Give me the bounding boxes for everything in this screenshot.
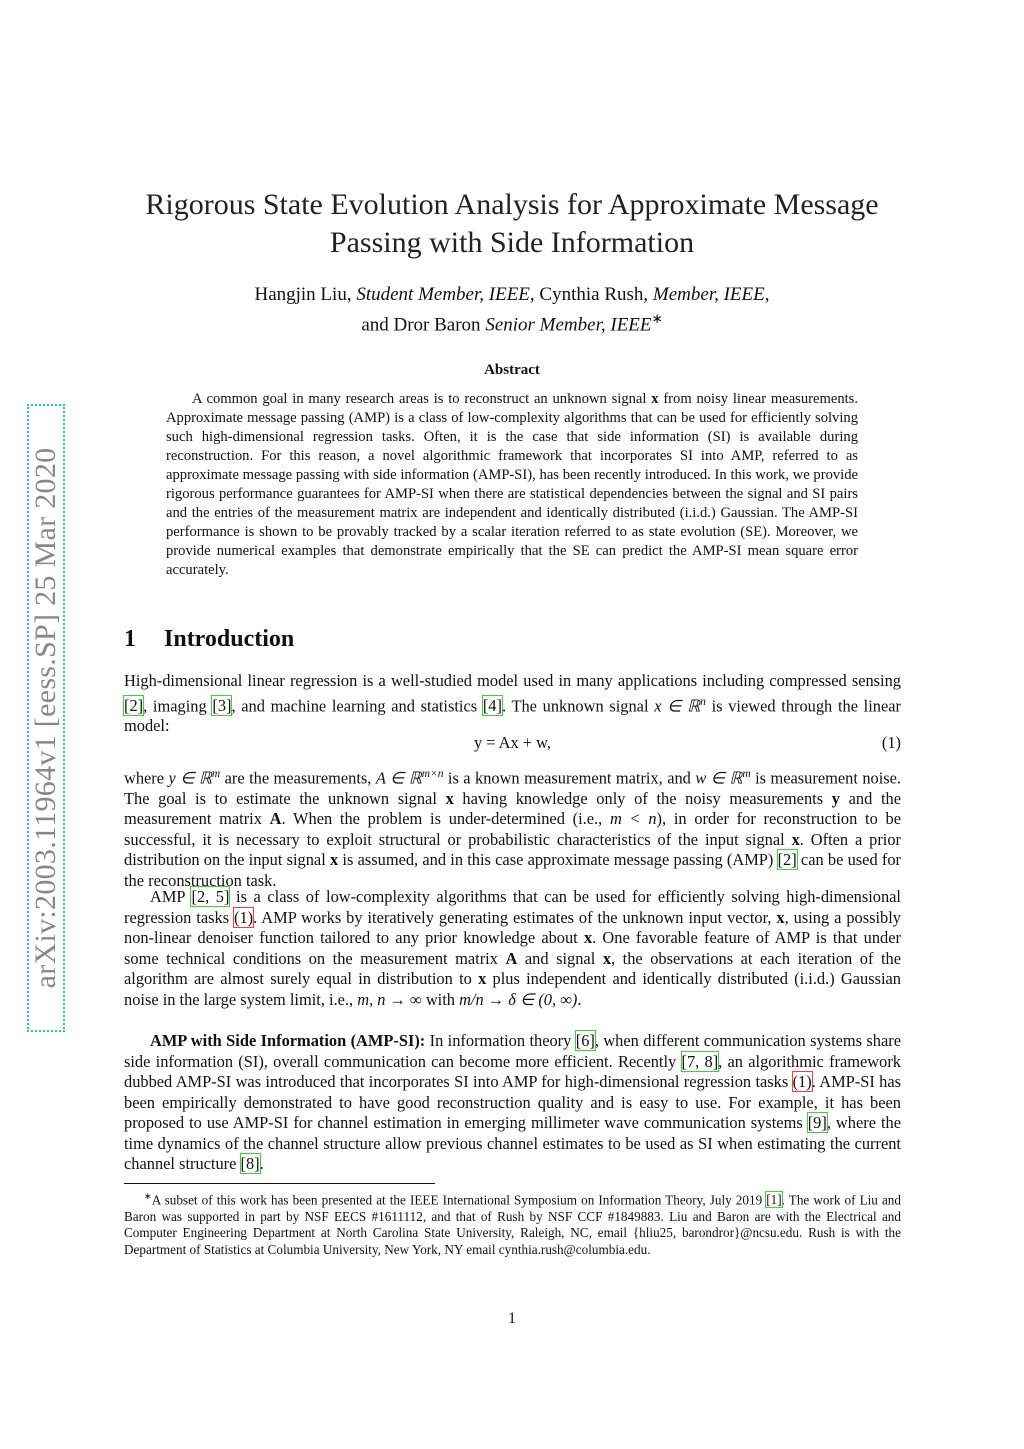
equation-number: (1) — [881, 733, 901, 752]
section-title: Introduction — [164, 626, 295, 652]
paragraph-lead: AMP with Side Information (AMP-SI): — [150, 1031, 426, 1050]
arxiv-identifier-stamp[interactable]: arXiv:2003.11964v1 [eess.SP] 25 Mar 2020 — [27, 404, 65, 1032]
footnote-mark[interactable]: ∗ — [651, 311, 663, 326]
paragraph: AMP with Side Information (AMP-SI): In information theory [6], when different communication systems share side information (SI), overall communication can become more efficient. Recently [7, 8], an algorithmic framework dubbed AMP-SI was introduced that incorporates SI into AMP for high-dimensional regression tasks (1). AMP-SI has been empirically demonstrated to have good reconstruction quality and is easy to use. For example, it has been proposed to use AMP-SI for channel estimation in emerging millimeter wave communication systems [9], where the time dynamics of the channel structure allow previous channel estimates to be used as SI when estimating the current channel structure [8]. — [124, 1031, 902, 1173]
footnote-mark: ∗ — [144, 1191, 152, 1201]
citation-link[interactable]: [2, 5] — [191, 887, 230, 906]
footnote-divider — [124, 1183, 435, 1184]
author-role: Member, IEEE — [652, 284, 765, 305]
abstract-text: A common goal in many research areas is to reconstruct an unknown signal x from noisy linear measurements. Approximate message passing (AMP) is a class of low-complexity algorithms that can be used for efficiently solving such high-dimensional regression tasks. Often, it is the case that side information (SI) is available during reconstruction. For this reason, a novel algorithmic framework that incorporates SI into AMP, referred to as approximate message passing with side information (AMP-SI), has been recently introduced. In this work, we provide rigorous performance guarantees for AMP-SI when there are statistical dependencies between the signal and SI pairs and the entries of the measurement matrix are independent and identically distributed (i.i.d.) Gaussian. The AMP-SI performance is shown to be provably tracked by a scalar iteration referred to as state evolution (SE). Moreover, we provide numerical examples that demonstrate empirically that the SE can predict the AMP-SI mean square error accurately. — [166, 391, 858, 578]
citation-link[interactable]: [7, 8] — [681, 1051, 719, 1071]
paper-title: Rigorous State Evolution Analysis for Approximate Message Passing with Side Information — [145, 188, 879, 259]
math-expression: y ∈ ℝ — [168, 768, 212, 788]
citation-link[interactable]: [6] — [575, 1031, 595, 1050]
paragraph: AMP [2, 5] is a class of low-complexity algorithms that can be used for efficiently solving high-dimensional regression tasks (1). AMP works by iteratively generating estimates of the unknown input vector, x, using a possibly non-linear denoiser function tailored to any prior knowledge about x. One favorable feature of AMP is that under some technical conditions on the measurement matrix A and signal x, the observations at each iteration of the algorithm are almost surely equal in distribution to x plus independent and identically distributed (i.i.d.) Gaussian noise in the large system limit, i.e., m, n → ∞ with m/n → δ ∈ (0, ∞). — [124, 887, 902, 1009]
math-expression: w ∈ ℝ — [695, 768, 743, 788]
display-equation — [124, 733, 901, 753]
math-expression: x ∈ ℝ — [654, 695, 701, 715]
citation-link[interactable]: [3] — [212, 695, 232, 715]
abstract-heading: Abstract — [484, 362, 540, 378]
citation-link[interactable]: [2] — [777, 850, 797, 870]
page-number: 1 — [508, 1310, 516, 1327]
footnote: ∗A subset of this work has been presented at the IEEE International Symposium on Information Theory, July 2019 [1]. The work of Liu and Baron was supported in part by NSF EECS #1611112, and that of Rush by NSF CCF #1849883. Liu and Baron are with the Electrical and Computer Engineering Department at North Carolina State University, Raleigh, NC, email {hliu25, barondror}@ncsu.edu. Rush is with the Department of Statistics at Columbia University, New York, NY email cynthia.rush@columbia.edu. — [124, 1191, 901, 1257]
author-list: Hangjin Liu, Student Member, IEEE, Cynthia Rush, Member, IEEE, and Dror Baron Senior Member, IEEE∗ — [254, 284, 770, 336]
citation-link[interactable]: [2] — [124, 695, 144, 715]
paragraph: where y ∈ ℝ$^m$ are the measurements, A ∈ ℝ$^{m\times n}$ is a known measurement matrix, and w ∈ ℝ$^m$ is measurement noise. The goal is to estimate the unknown signal x having knowledge only of the noisy measurements y and the measurement matrix A. When the problem is under-determined (i.e., m < n), in order for reconstruction to be successful, it is necessary to exploit structural or probabilistic characteristics of the input signal x. Often a prior distribution on the input signal x is assumed, and in this case approximate message passing (AMP) [2] can be used for the reconstruction task. — [124, 768, 902, 890]
math-symbol: x — [651, 391, 659, 407]
equation-reference-link[interactable]: (1) — [234, 907, 254, 927]
math-expression: A ∈ ℝ — [375, 768, 422, 788]
section-heading — [124, 626, 294, 653]
math-expression: m < n — [609, 809, 657, 829]
equation-body: y = Ax + w, — [473, 733, 552, 752]
author-role: Senior Member, IEEE — [485, 314, 652, 336]
math-expression: m/n → δ ∈ (0, ∞) — [459, 989, 578, 1009]
math-expression: m, n → ∞ — [357, 989, 422, 1009]
section-number: 1 — [124, 626, 136, 652]
citation-link[interactable]: [9] — [807, 1113, 827, 1132]
citation-link[interactable]: [1] — [766, 1192, 782, 1208]
equation-reference-link[interactable]: (1) — [792, 1072, 812, 1091]
paragraph: High-dimensional linear regression is a well-studied model used in many applications including compressed sensing [2], imaging [3], and machine learning and statistics [4]. The unknown signal x ∈ ℝ$^n$ is viewed through the linear model: — [124, 671, 901, 736]
citation-link[interactable]: [4] — [482, 695, 502, 715]
author-role: Student Member, IEEE — [356, 284, 530, 305]
author-name: Hangjin Liu, — [254, 284, 357, 305]
author-name: and Dror Baron — [361, 314, 486, 336]
citation-link[interactable]: [8] — [240, 1154, 260, 1173]
author-name: , Cynthia Rush, — [529, 284, 653, 305]
